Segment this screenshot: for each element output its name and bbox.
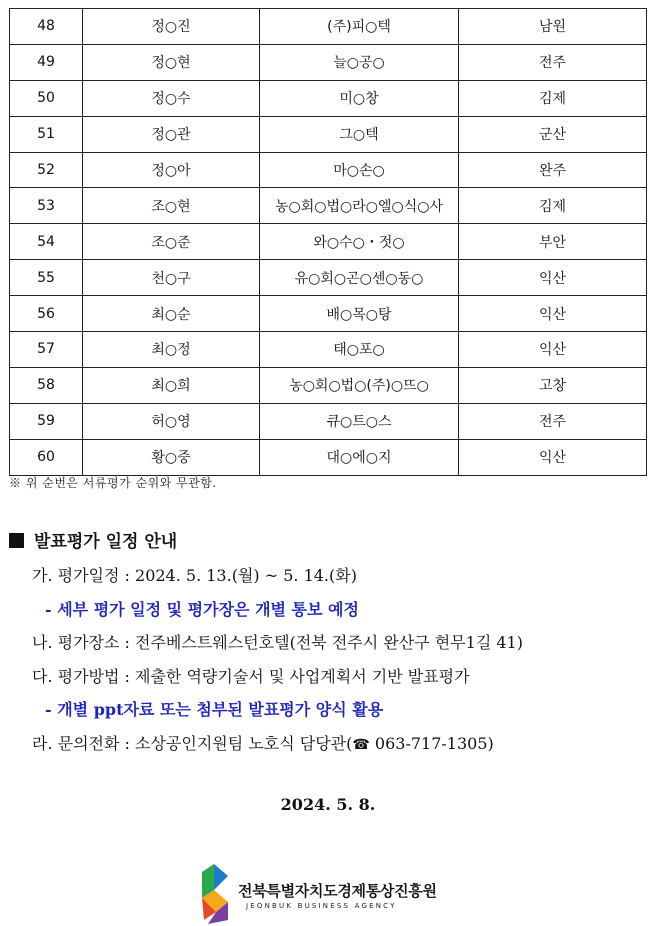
row-number: 56 (10, 296, 83, 332)
company-name: 농○회○법○라○엘○식○사 (260, 188, 459, 224)
table-row (10, 260, 647, 296)
row-number: 58 (10, 367, 83, 403)
row-number: 48 (10, 9, 83, 45)
participant-name: 최○정 (83, 332, 260, 368)
company-name: 늘○공○ (260, 44, 459, 80)
participant-name: 황○중 (83, 439, 260, 475)
table-footnote: ※ 위 순번은 서류평가 순위와 무관함. (9, 476, 217, 490)
row-number: 53 (10, 188, 83, 224)
region-name: 익산 (459, 296, 647, 332)
region-name: 고창 (459, 367, 647, 403)
region-name: 전주 (459, 403, 647, 439)
participant-name: 천○구 (83, 260, 260, 296)
table-row (10, 332, 647, 368)
region-name: 익산 (459, 332, 647, 368)
document-date: 2024. 5. 8. (280, 795, 376, 814)
contact-line (32, 731, 494, 754)
table-row (10, 44, 647, 80)
phone-icon: ☎ (352, 737, 370, 753)
venue-line: 나. 평가장소 : 전주베스트웨스턴호텔(전북 전주시 완산구 현무1길 41) (32, 633, 523, 652)
agency-emblem-icon (198, 862, 232, 924)
company-name: 와○수○・젓○ (260, 224, 459, 260)
agency-name-english: JEONBUK BUSINESS AGENCY (246, 902, 397, 910)
region-name: 전주 (459, 44, 647, 80)
company-name: 미○창 (260, 80, 459, 116)
participant-name: 정○관 (83, 116, 260, 152)
schedule-detail-note: - 세부 평가 일정 및 평가장은 개별 통보 예정 (45, 600, 359, 619)
participant-name: 정○현 (83, 44, 260, 80)
participant-name: 조○현 (83, 188, 260, 224)
contact-text: 라. 문의전화 : 소상공인지원팀 노호식 담당관( (32, 734, 353, 753)
participant-name: 허○영 (83, 403, 260, 439)
participant-name: 정○아 (83, 152, 260, 188)
region-name: 군산 (459, 116, 647, 152)
table-row (10, 80, 647, 116)
participant-name: 최○희 (83, 367, 260, 403)
table-row (10, 9, 647, 45)
company-name: 마○손○ (260, 152, 459, 188)
agency-name: 전북특별자치도경제통상진흥원 (238, 882, 437, 900)
participant-name: 정○진 (83, 9, 260, 45)
region-name: 부안 (459, 224, 647, 260)
company-name: 큐○트○스 (260, 403, 459, 439)
participant-name: 조○준 (83, 224, 260, 260)
region-name: 남원 (459, 9, 647, 45)
region-name: 김제 (459, 80, 647, 116)
row-number: 51 (10, 116, 83, 152)
table-row (10, 152, 647, 188)
company-name: (주)피○텍 (260, 9, 459, 45)
participant-table (9, 8, 647, 476)
table-row (10, 224, 647, 260)
row-number: 60 (10, 439, 83, 475)
table-row (10, 439, 647, 475)
row-number: 59 (10, 403, 83, 439)
schedule-line: 가. 평가일정 : 2024. 5. 13.(월) ~ 5. 14.(화) (32, 566, 357, 585)
row-number: 50 (10, 80, 83, 116)
table-row (10, 188, 647, 224)
row-number: 52 (10, 152, 83, 188)
table-row (10, 367, 647, 403)
method-detail-note: - 개별 ppt자료 또는 첨부된 발표평가 양식 활용 (45, 700, 384, 719)
contact-phone: 063-717-1305) (369, 734, 494, 753)
company-name: 대○에○지 (260, 439, 459, 475)
row-number: 49 (10, 44, 83, 80)
region-name: 김제 (459, 188, 647, 224)
company-name: 태○포○ (260, 332, 459, 368)
row-number: 54 (10, 224, 83, 260)
table-row (10, 296, 647, 332)
method-line: 다. 평가방법 : 제출한 역량기술서 및 사업계획서 기반 발표평가 (32, 667, 470, 686)
table-row (10, 403, 647, 439)
row-number: 57 (10, 332, 83, 368)
region-name: 익산 (459, 439, 647, 475)
region-name: 완주 (459, 152, 647, 188)
section-heading (9, 527, 177, 552)
square-bullet-icon (9, 533, 24, 548)
row-number: 55 (10, 260, 83, 296)
participant-name: 최○순 (83, 296, 260, 332)
company-name: 유○회○곤○센○동○ (260, 260, 459, 296)
company-name: 농○회○법○(주)○뜨○ (260, 367, 459, 403)
participant-name: 정○수 (83, 80, 260, 116)
company-name: 그○텍 (260, 116, 459, 152)
table-row (10, 116, 647, 152)
section-title: 발표평가 일정 안내 (34, 532, 178, 552)
company-name: 배○목○탕 (260, 296, 459, 332)
agency-logo (198, 860, 478, 924)
region-name: 익산 (459, 260, 647, 296)
